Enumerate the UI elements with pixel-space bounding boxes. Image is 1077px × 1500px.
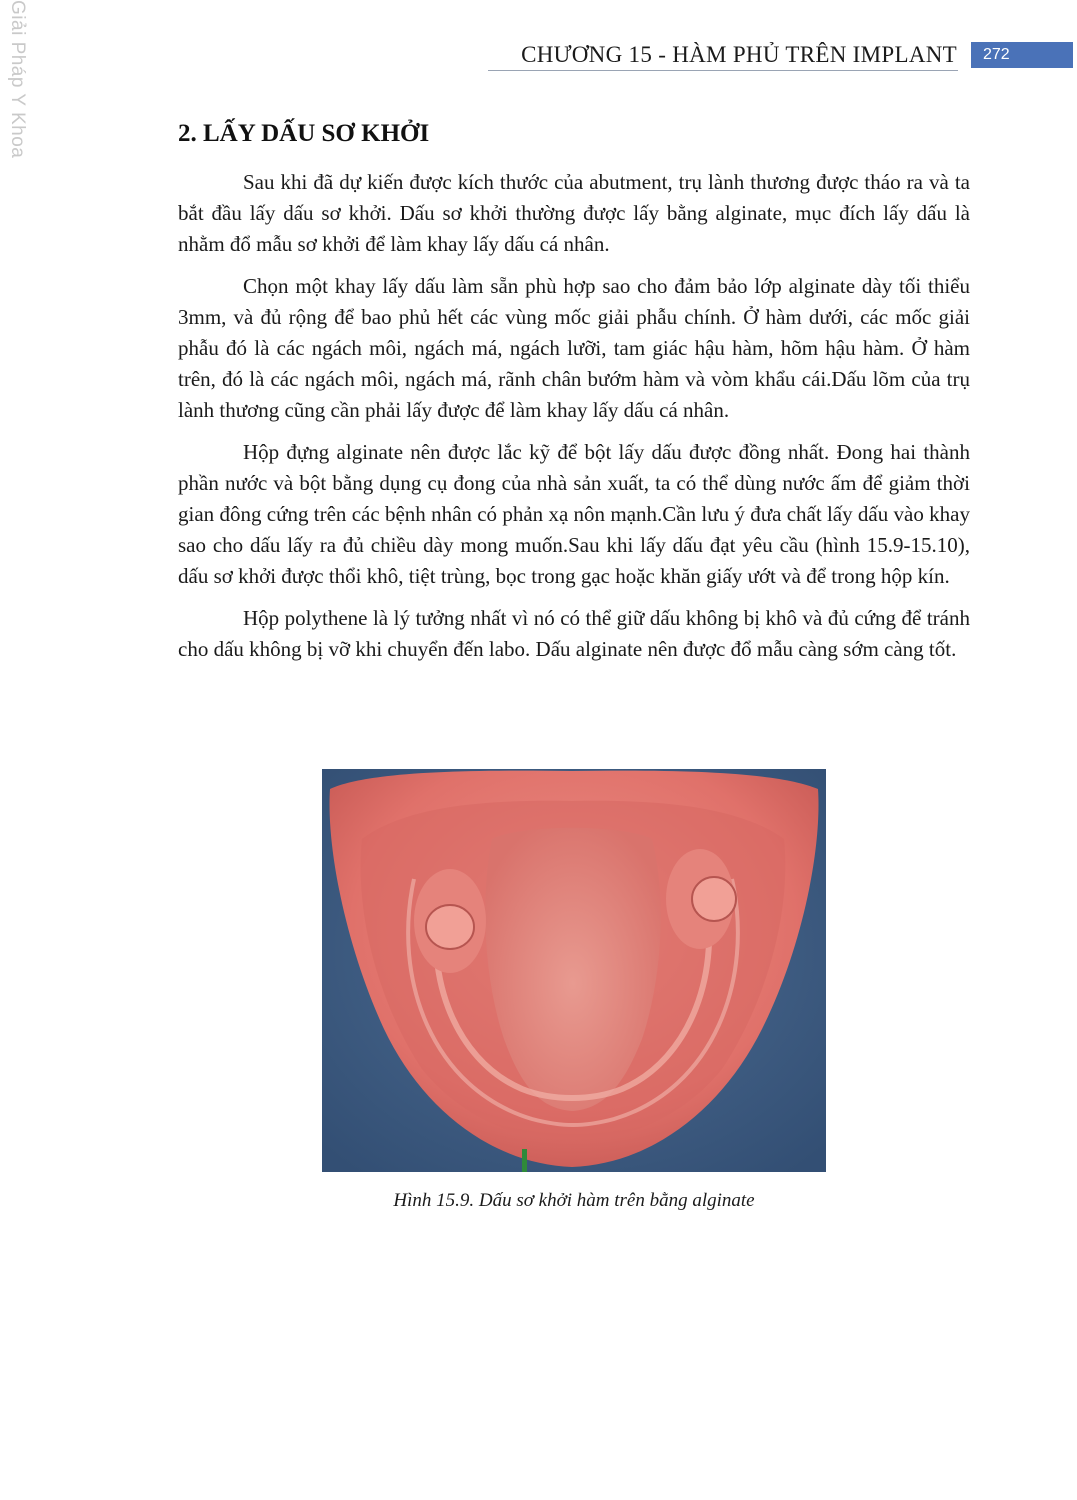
body-text bbox=[178, 167, 970, 676]
chapter-title: CHƯƠNG 15 - HÀM PHỦ TRÊN IMPLANT bbox=[521, 42, 957, 67]
paragraph: Hộp đựng alginate nên được lắc kỹ để bột lấy dấu được đồng nhất. Đong hai thành phần nước và bột bằng dụng cụ đong của nhà sản xuất, ta có thể dùng nước ấm để giảm thời gian đông cứng trên các bệnh nhân có phản xạ nôn mạnh.Cần lưu ý đưa chất lấy dấu vào khay sao cho dấu lấy ra đủ chiều dày mong muốn.Sau khi lấy dấu đạt yêu cầu (hình 15.9-15.10), dấu sơ khởi được thổi khô, tiệt trùng, bọc trong gạc hoặc khăn giấy ướt và để trong hộp kín. bbox=[178, 440, 970, 588]
page-header bbox=[0, 40, 1077, 72]
paragraph: Chọn một khay lấy dấu làm sẵn phù hợp sao cho đảm bảo lớp alginate dày tối thiểu 3mm, và đủ rộng để bao phủ hết các vùng mốc giải phẫu chính. Ở hàm dưới, các mốc giải phẫu đó là các ngách môi, ngách má, ngách lưỡi, tam giác hậu hàm, hõm hậu hàm. Ở hàm trên, đó là các ngách môi, ngách má, rãnh chân bướm hàm và vòm khẩu cái.Dấu lõm của trụ lành thương cũng cần phải lấy được để làm khay lấy dấu cá nhân. bbox=[178, 274, 970, 422]
header-rule bbox=[488, 70, 958, 71]
figure-alginate-impression bbox=[322, 769, 826, 1172]
figure-caption: Hình 15.9. Dấu sơ khởi hàm trên bằng alginate bbox=[393, 1190, 755, 1211]
section-heading: 2. LẤY DẤU SƠ KHỞI bbox=[178, 120, 430, 147]
paragraph: Hộp polythene là lý tưởng nhất vì nó có thể giữ dấu không bị khô và đủ cứng để tránh cho dấu không bị vỡ khi chuyển đến labo. Dấu alginate nên được đổ mẫu càng sớm càng tốt. bbox=[178, 606, 970, 661]
side-watermark: Giải Pháp Y Khoa bbox=[7, 0, 28, 159]
paragraph: Sau khi đã dự kiến được kích thước của abutment, trụ lành thương được tháo ra và ta bắt đầu lấy dấu sơ khởi. Dấu sơ khởi thường được lấy bằng alginate, mục đích lấy dấu là nhằm đổ mẫu sơ khởi để làm khay lấy dấu cá nhân. bbox=[178, 170, 970, 256]
page-number-badge: 272 bbox=[971, 42, 1073, 68]
alginate-impression-photo bbox=[322, 769, 826, 1172]
